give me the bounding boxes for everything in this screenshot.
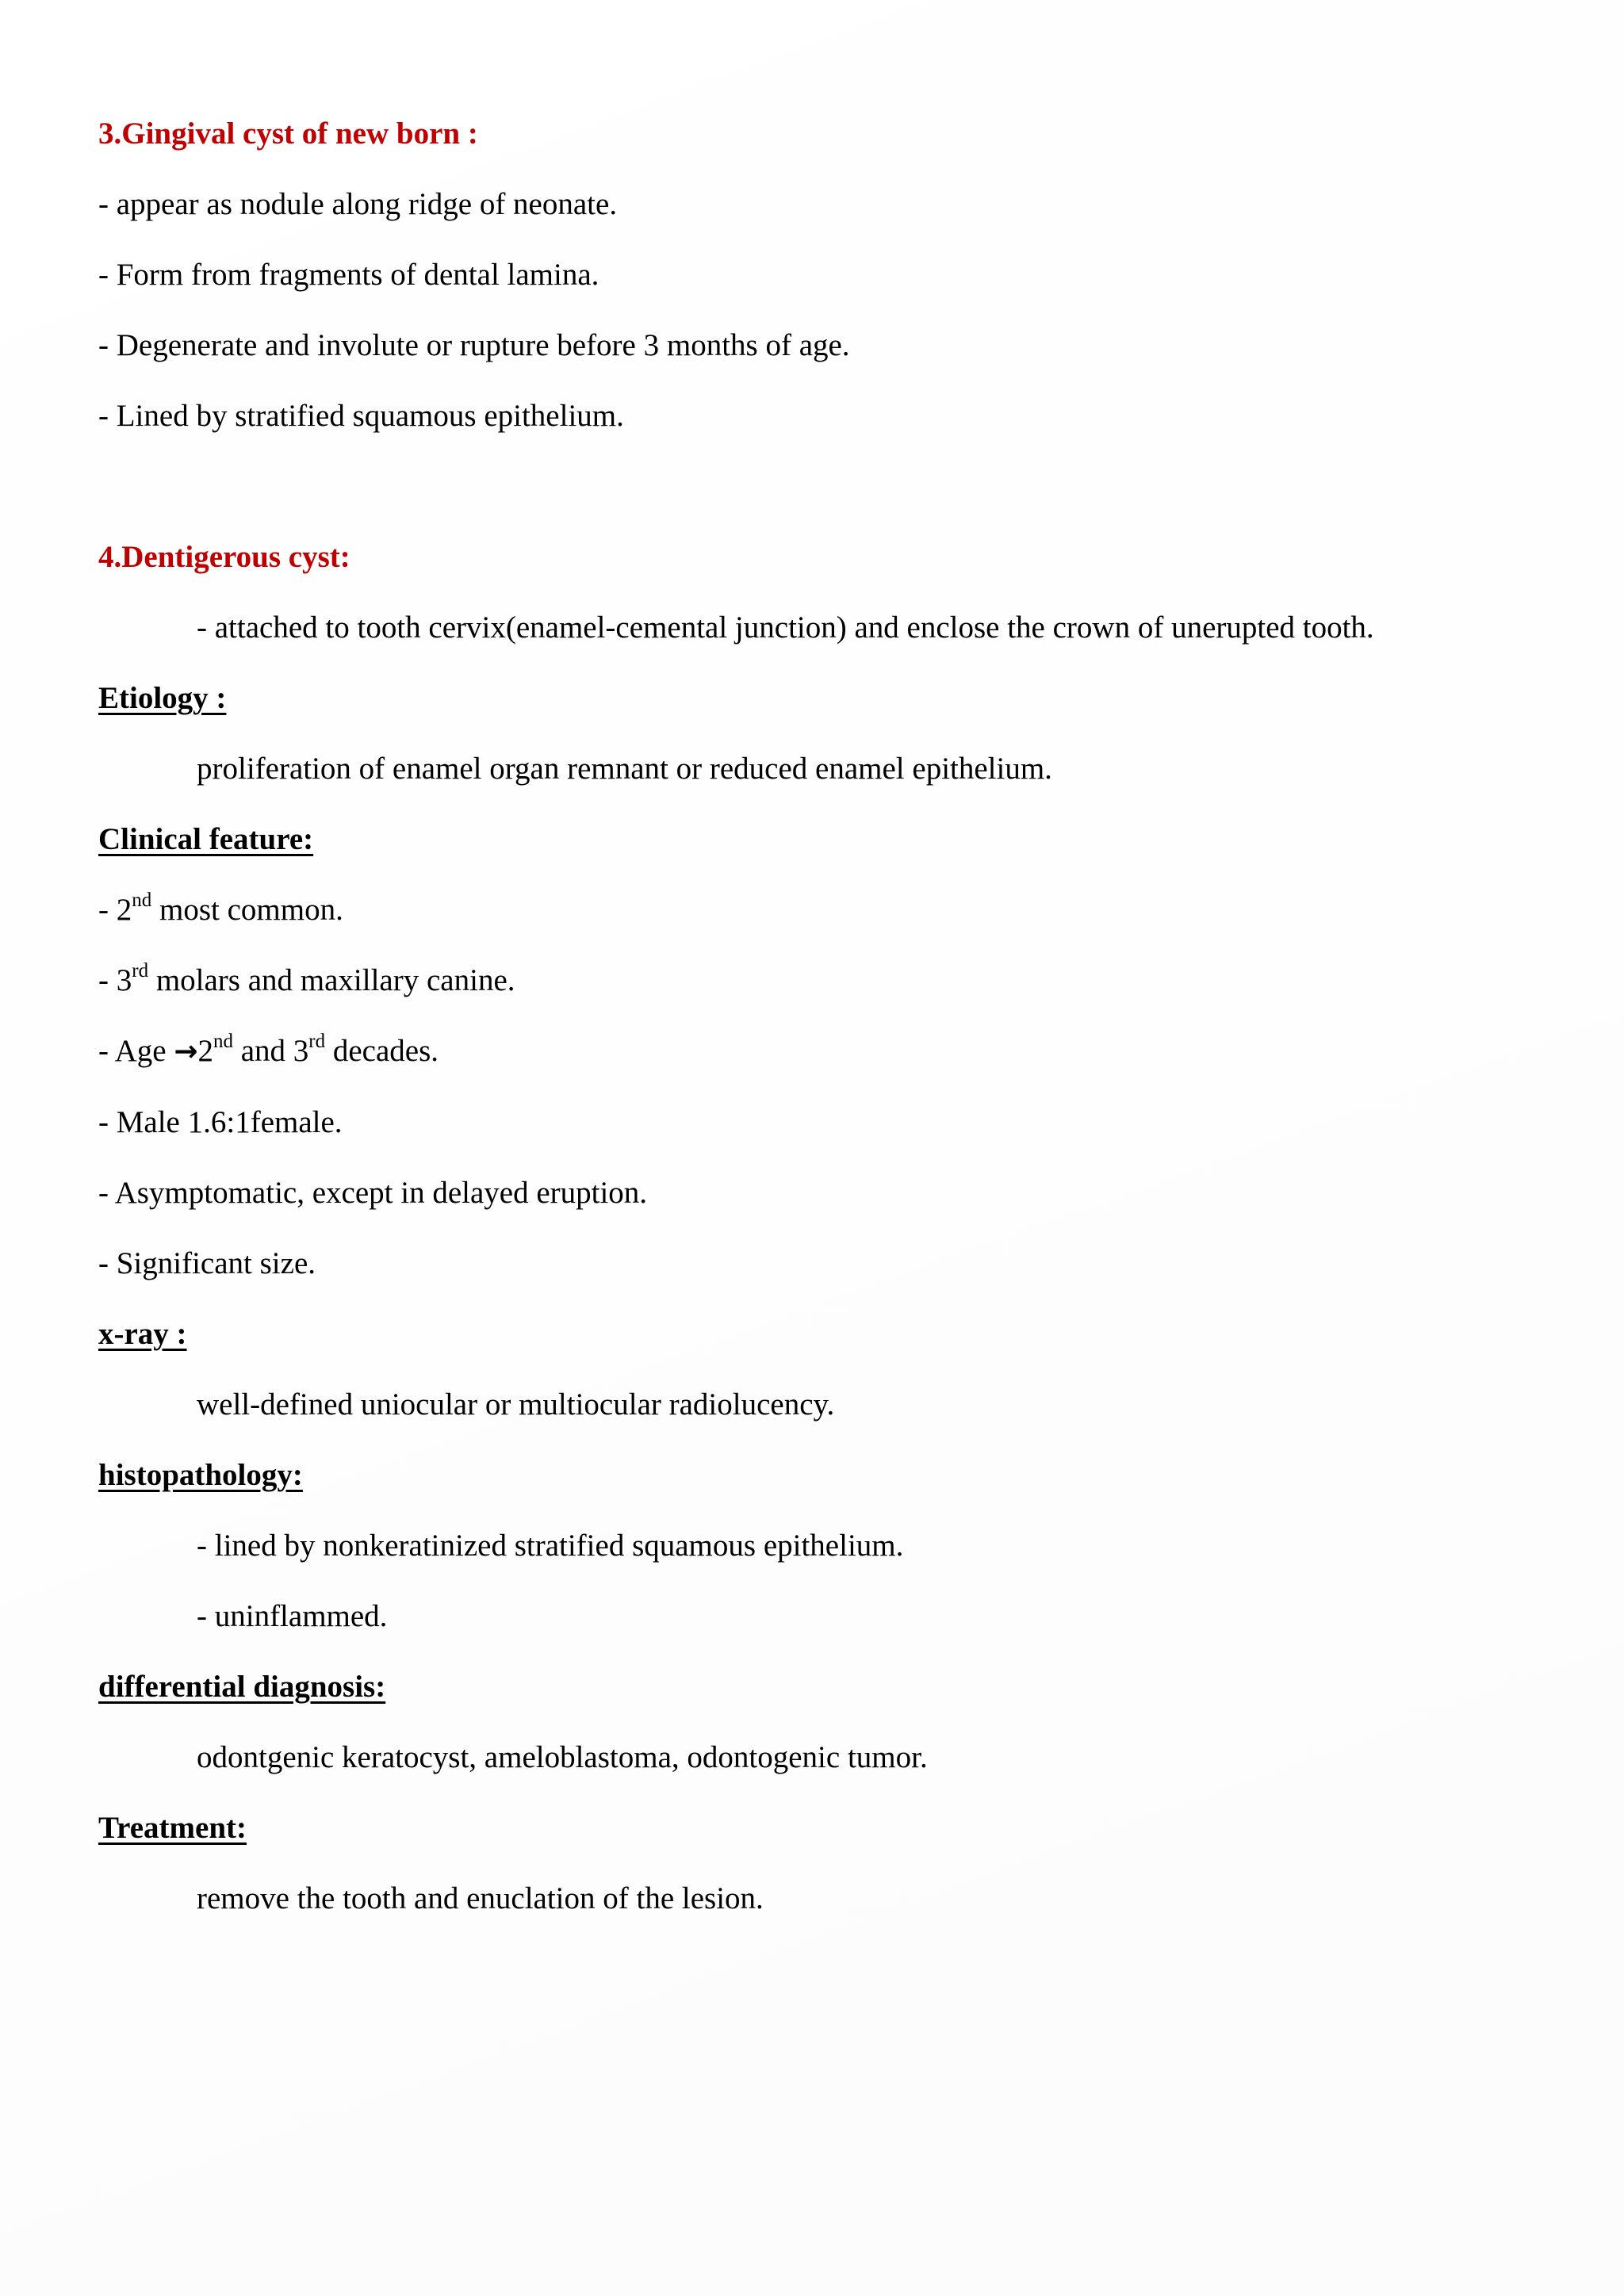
section-3-item: - appear as nodule along ridge of neonate. — [98, 187, 618, 221]
superscript: nd — [132, 890, 152, 911]
section-spacer — [98, 451, 1526, 522]
clinical-item: - Asymptomatic, except in delayed eruption. — [98, 1176, 648, 1210]
arrow-right-icon: → — [174, 1035, 198, 1068]
clinical-text: molars and maxillary canine. — [148, 963, 515, 997]
clinical-item: - Significant size. — [98, 1246, 316, 1280]
clinical-feature-heading: Clinical feature: — [98, 822, 314, 856]
differential-diagnosis-text: odontgenic keratocyst, ameloblastoma, odontogenic tumor. — [197, 1740, 928, 1774]
xray-text: well-defined uniocular or multiocular radiolucency. — [197, 1387, 835, 1422]
histopathology-item: - lined by nonkeratinized stratified squamous epithelium. — [197, 1529, 904, 1563]
superscript: rd — [132, 960, 149, 982]
section-3-heading: 3.Gingival cyst of new born : — [98, 117, 478, 151]
section-3-item: - Lined by stratified squamous epithelium. — [98, 399, 624, 433]
clinical-text: most common. — [151, 893, 343, 927]
treatment-heading: Treatment: — [98, 1811, 247, 1845]
clinical-item — [98, 1016, 1526, 1087]
section-4-intro: - attached to tooth cervix(enamel-cemental junction) and enclose the crown of unerupted tooth. — [197, 610, 1374, 645]
section-3-item: - Form from fragments of dental lamina. — [98, 258, 599, 292]
superscript: nd — [213, 1031, 233, 1052]
histopathology-heading: histopathology: — [98, 1458, 303, 1492]
clinical-text: - 3 — [98, 963, 132, 997]
section-3-item: - Degenerate and involute or rupture before 3 months of age. — [98, 328, 850, 362]
clinical-item: - Male 1.6:1female. — [98, 1105, 343, 1139]
etiology-heading: Etiology : — [98, 681, 227, 715]
superscript: rd — [308, 1031, 326, 1052]
clinical-text: - Age — [98, 1034, 174, 1068]
etiology-text: proliferation of enamel organ remnant or reduced enamel epithelium. — [197, 752, 1052, 786]
differential-diagnosis-heading: differential diagnosis: — [98, 1670, 386, 1704]
clinical-text: 2 — [197, 1034, 213, 1068]
clinical-item — [98, 874, 1526, 945]
treatment-text: remove the tooth and enuclation of the lesion. — [197, 1881, 764, 1915]
section-4-heading: 4.Dentigerous cyst: — [98, 540, 350, 574]
clinical-text: decades. — [325, 1034, 439, 1068]
xray-heading: x-ray : — [98, 1317, 187, 1351]
clinical-text: and 3 — [232, 1034, 309, 1068]
histopathology-item: - uninflammed. — [197, 1599, 388, 1633]
clinical-text: - 2 — [98, 893, 132, 927]
clinical-item — [98, 945, 1526, 1016]
